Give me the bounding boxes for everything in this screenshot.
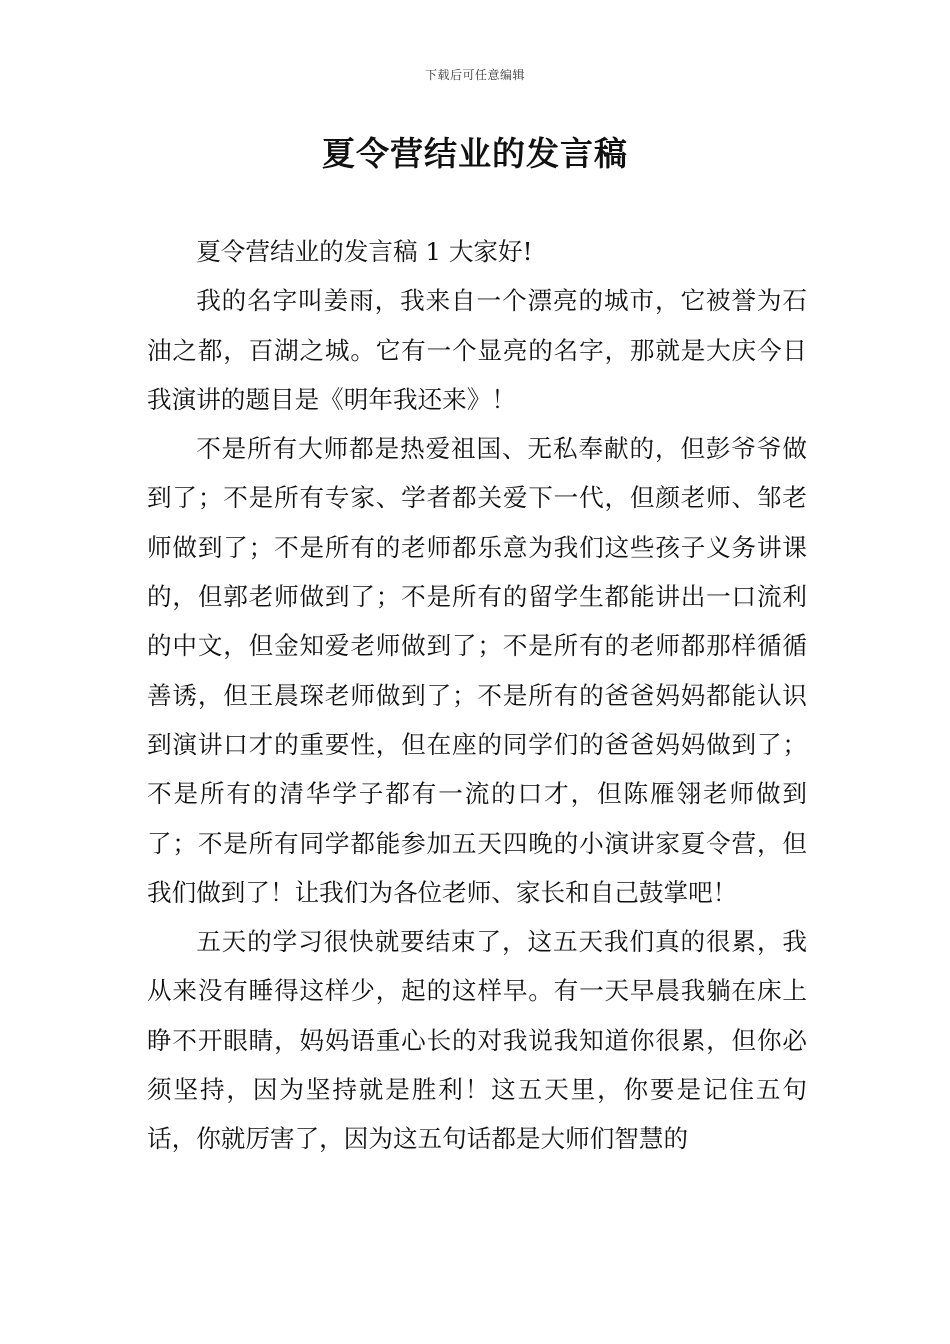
paragraph: 五天的学习很快就要结束了，这五天我们真的很累，我从来没有睡得这样少，起的这样早。有一天早晨我躺在床上睁不开眼睛，妈妈语重心长的对我说我知道你很累，但你必须坚持，因为坚持就是胜利！这五天里，你要是记住五句话，你就厉害了，因为这五句话都是大师们智慧的 xyxy=(147,927,807,1154)
header-note: 下载后可任意编辑 xyxy=(424,68,525,82)
paragraph: 我的名字叫姜雨，我来自一个漂亮的城市，它被誉为石油之都，百湖之城。它有一个显亮的名字，那就是大庆今日我演讲的题目是《明年我还来》！ xyxy=(147,286,807,414)
page-title: 夏令营结业的发言稿 xyxy=(322,134,628,173)
document-body xyxy=(147,227,807,1164)
paragraph: 不是所有大师都是热爱祖国、无私奉献的，但彭爷爷做到了；不是所有专家、学者都关爱下一代，但颜老师、邹老师做到了；不是所有的老师都乐意为我们这些孩子义务讲课的，但郭老师做到了；不是所有的留学生都能讲出一口流利的中文，但金知爱老师做到了；不是所有的老师都那样循循善诱，但王晨琛老师做到了；不是所有的爸爸妈妈都能认识到演讲口才的重要性，但在座的同学们的爸爸妈妈做到了；不是所有的清华学子都有一流的口才，但陈雁翎老师做到了；不是所有同学都能参加五天四晚的小演讲家夏令营，但我们做到了！让我们为各位老师、家长和自己鼓掌吧！ xyxy=(147,434,807,907)
paragraph: 夏令营结业的发言稿 1 大家好! xyxy=(196,237,533,266)
